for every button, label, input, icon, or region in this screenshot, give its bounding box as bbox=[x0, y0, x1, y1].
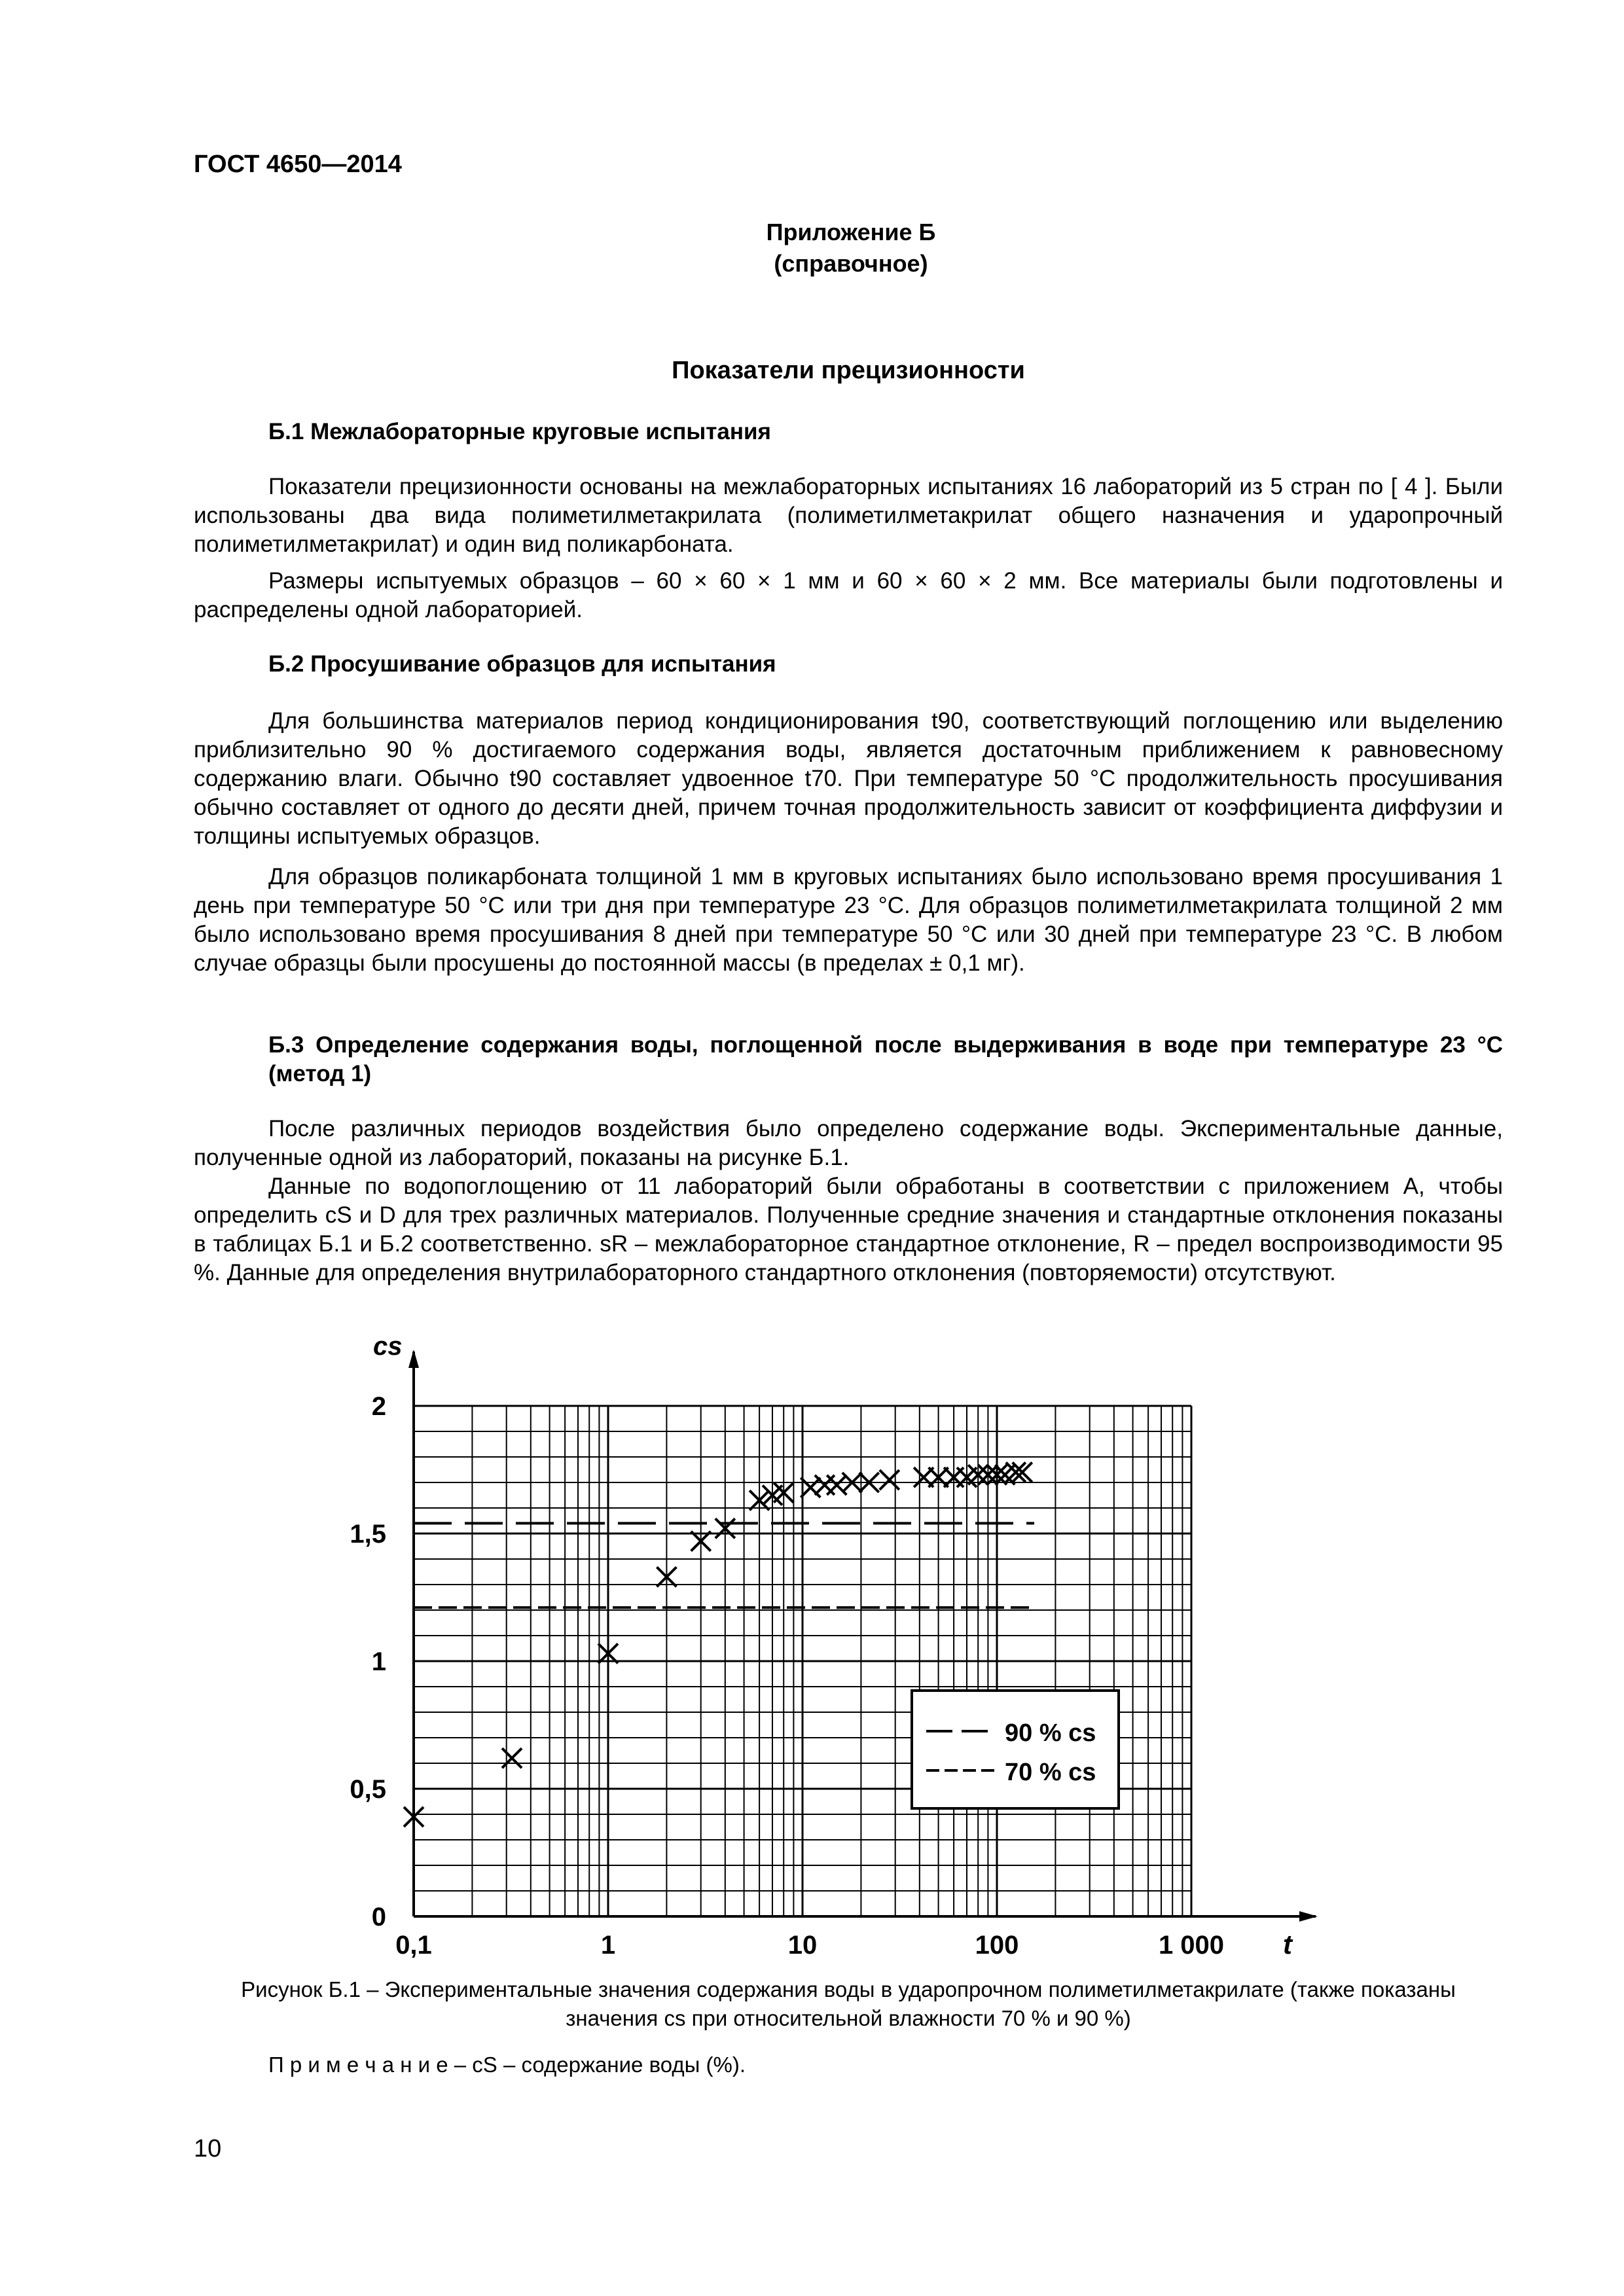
data-point bbox=[801, 1478, 820, 1498]
y-tick-label: 0 bbox=[371, 1903, 386, 1931]
x-tick-label: 1 000 bbox=[1158, 1931, 1225, 1960]
x-axis-label: t bbox=[1283, 1929, 1292, 1960]
legend-label-90-percent: 90 % cs bbox=[1005, 1719, 1096, 1747]
y-axis-arrow bbox=[408, 1350, 419, 1368]
y-axis-label: cs bbox=[373, 1332, 403, 1361]
x-axis-arrow bbox=[1299, 1911, 1318, 1922]
figure-note: П р и м е ч а н и е – cS – содержание воды (%). bbox=[268, 2053, 746, 2077]
x-tick-label: 100 bbox=[975, 1931, 1019, 1960]
y-tick-label: 1 bbox=[371, 1647, 386, 1676]
figure-caption-line-1: Рисунок Б.1 – Экспериментальные значения содержания воды в ударопрочном полиметилметакрилате (также показаны bbox=[241, 1977, 1456, 2001]
annex-type: (справочное) bbox=[774, 250, 928, 277]
section-b1-heading: Б.1 Межлабораторные круговые испытания bbox=[268, 419, 771, 444]
page-number: 10 bbox=[194, 2135, 222, 2162]
x-tick-label: 1 bbox=[600, 1931, 616, 1960]
chart-tick-labels bbox=[350, 1392, 1224, 1960]
section-b3-heading: Б.3 Определение содержания воды, поглощенной после выдерживания в воде при температуре 23 °C (метод 1) bbox=[268, 1032, 1503, 1086]
x-tick-label: 10 bbox=[787, 1931, 818, 1960]
section-b2-paragraph-2: Для образцов поликарбоната толщиной 1 мм в круговых испытаниях было использовано время просушивания 1 день при температуре 50 °C или три дня при температуре 23 °C. Для образцов полиметилметакрилата толщиной 2 мм было использовано время просушивания 8 дней при температуре 50 °C или 30 дней при температуре 23 °C. В любом случае образцы были просушены до постоянной массы (в пределах ± 0,1 мг). bbox=[194, 864, 1503, 976]
legend-box bbox=[912, 1691, 1119, 1808]
data-point bbox=[502, 1748, 522, 1768]
page-title: Показатели прецизионности bbox=[672, 357, 1025, 384]
y-tick-label: 1,5 bbox=[350, 1520, 386, 1549]
section-b2-paragraph-1: Для большинства материалов период кондиционирования t90, соответствующий поглощению или выделению приблизительно 90 % достигаемого содержания воды, является достаточным приближением к равновесному содержанию влаги. Обычно t90 составляет удвоенное t70. При температуре 50 °C продолжительность просушивания обычно составляет от одного до десяти дней, причем точная продолжительность зависит от коэффициента диффузии и толщины испытуемых образцов. bbox=[194, 708, 1503, 849]
figure-caption-line-2: значения cs при относительной влажности 70 % и 90 %) bbox=[566, 2006, 1131, 2030]
document-number: ГОСТ 4650—2014 bbox=[194, 151, 402, 178]
chart-grid bbox=[414, 1406, 1191, 1916]
x-tick-label: 0,1 bbox=[395, 1931, 432, 1960]
chart-legend bbox=[912, 1691, 1119, 1808]
section-b1-paragraph-1: Показатели прецизионности основаны на межлабораторных испытаниях 16 лабораторий из 5 стран по [ 4 ]. Были использованы два вида полиметилметакрилата (полиметилметакрилат общего назначения и ударопрочный полиметилметакрилат) и один вид поликарбоната. bbox=[194, 474, 1503, 557]
section-b3-paragraph-2: Данные по водопоглощению от 11 лабораторий были обработаны в соответствии с приложением А, чтобы определить cS и D для трех различных материалов. Полученные средние значения и стандартные отклонения показаны в таблицах Б.1 и Б.2 соответственно. sR – межлабораторное стандартное отклонение, R – предел воспроизводимости 95 %. Данные для определения внутрилабораторного стандартного отклонения (повторяемости) отсутствуют. bbox=[194, 1174, 1503, 1285]
section-b1-paragraph-2: Размеры испытуемых образцов – 60 × 60 × 1 мм и 60 × 60 × 2 мм. Все материалы были подготовлены и распределены одной лабораторией. bbox=[194, 568, 1503, 622]
section-b3-paragraph-1: После различных периодов воздействия было определено содержание воды. Экспериментальные данные, полученные одной из лабораторий, показаны на рисунке Б.1. bbox=[194, 1116, 1503, 1170]
y-tick-label: 2 bbox=[371, 1392, 386, 1421]
data-point bbox=[880, 1470, 899, 1490]
legend-label-70-percent: 70 % cs bbox=[1005, 1759, 1096, 1786]
y-tick-label: 0,5 bbox=[350, 1775, 386, 1804]
annex-label: Приложение Б bbox=[766, 219, 936, 245]
section-b2-heading: Б.2 Просушивание образцов для испытания bbox=[268, 651, 776, 677]
